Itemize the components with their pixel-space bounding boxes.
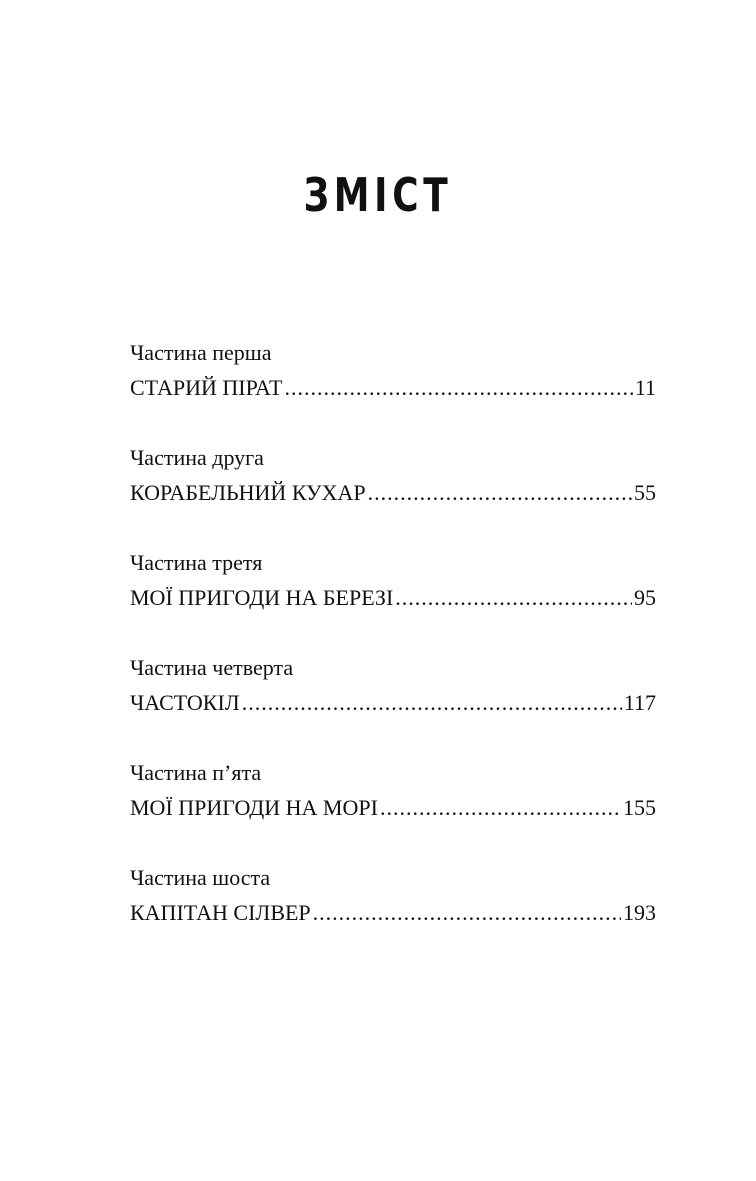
- dot-leader: [368, 478, 632, 508]
- toc-entry-4: [130, 653, 656, 758]
- toc-line[interactable]: [130, 373, 656, 403]
- dot-leader: [284, 373, 632, 403]
- toc-line[interactable]: [130, 898, 656, 928]
- toc-line[interactable]: [130, 478, 656, 508]
- toc-entry-6: [130, 863, 656, 968]
- toc-entry-1: [130, 338, 656, 443]
- part-label: Частина третя: [130, 550, 263, 575]
- chapter-title: ЧАСТОКІЛ: [130, 690, 240, 715]
- dot-leader: [395, 583, 632, 613]
- page-number: 95: [634, 585, 656, 610]
- part-label: Частина перша: [130, 340, 272, 365]
- chapter-title: КАПІТАН СІЛВЕР: [130, 900, 311, 925]
- toc-entry-5: [130, 758, 656, 863]
- chapter-title: МОЇ ПРИГОДИ НА МОРІ: [130, 795, 378, 820]
- page-number: 55: [634, 480, 656, 505]
- part-label: Частина четверта: [130, 655, 294, 680]
- page-title: ЗМІСТ: [303, 168, 453, 222]
- page-number: 117: [623, 690, 656, 715]
- toc-line[interactable]: [130, 688, 656, 718]
- page-number: 11: [634, 375, 656, 400]
- toc-entry-2: [130, 443, 656, 548]
- chapter-title: КОРАБЕЛЬНИЙ КУХАР: [130, 480, 366, 505]
- dot-leader: [313, 898, 621, 928]
- part-label: Частина п’ята: [130, 760, 262, 785]
- part-label: Частина друга: [130, 445, 264, 470]
- toc-entry-3: [130, 548, 656, 653]
- part-label: Частина шоста: [130, 865, 271, 890]
- toc-line[interactable]: [130, 793, 656, 823]
- table-of-contents: [130, 338, 656, 968]
- page-number: 155: [623, 795, 656, 820]
- chapter-title: СТАРИЙ ПІРАТ: [130, 375, 283, 400]
- dot-leader: [242, 688, 622, 718]
- chapter-title: МОЇ ПРИГОДИ НА БЕРЕЗІ: [130, 585, 394, 610]
- toc-line[interactable]: [130, 583, 656, 613]
- page-number: 193: [623, 900, 656, 925]
- dot-leader: [380, 793, 621, 823]
